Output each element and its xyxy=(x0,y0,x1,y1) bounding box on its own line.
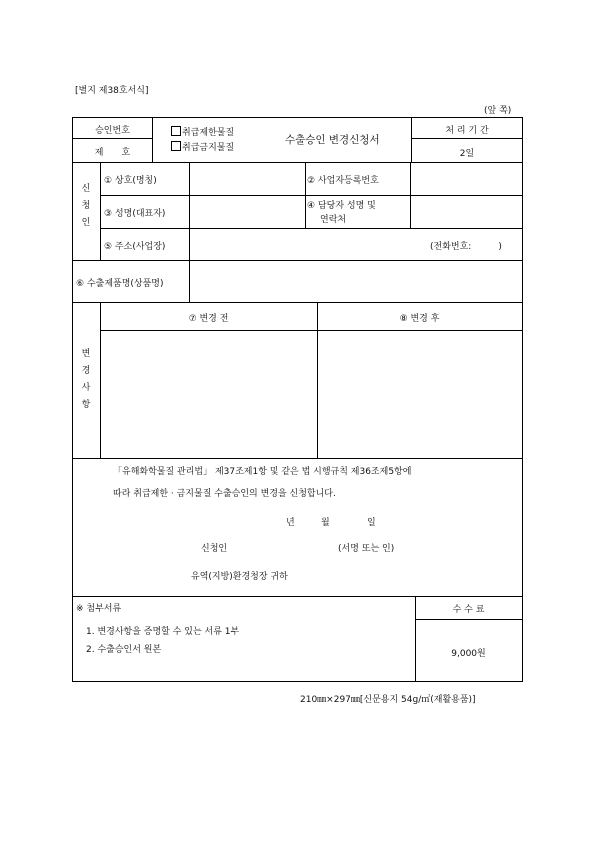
processing-period-label: 처 리 기 간 xyxy=(445,126,489,136)
after-change-field[interactable] xyxy=(319,332,521,457)
applicant-name-field[interactable] xyxy=(233,536,333,554)
address-field[interactable] xyxy=(191,230,431,259)
fee-label: 수 수 료 xyxy=(452,605,485,615)
rule xyxy=(100,228,522,229)
representative-name-field[interactable] xyxy=(191,197,304,227)
paper-spec-footer: 210㎜×297㎜[신문용지 54g/㎡(재활용품)] xyxy=(300,695,476,705)
date-year-label: 년 xyxy=(286,518,295,528)
rule xyxy=(305,162,306,228)
application-form xyxy=(72,117,523,682)
rule xyxy=(100,195,522,196)
declaration-line-2: 따라 취급제한 · 금지물질 수출승인의 변경을 신청합니다. xyxy=(113,489,336,499)
rule xyxy=(73,162,522,163)
rule xyxy=(189,260,190,302)
rule xyxy=(73,260,522,261)
attachment-item: 2. 수출승인서 원본 xyxy=(86,645,162,655)
rule xyxy=(317,302,318,458)
declaration-line-1: 「유해화학물질 관리법」 제37조제1항 및 같은 법 시행규칙 제36조제5항에 xyxy=(113,467,412,477)
processing-period-value: 2일 xyxy=(459,149,475,159)
rule xyxy=(73,596,522,597)
form-title: 수출승인 변경신청서 xyxy=(285,134,380,146)
section-char: 인 xyxy=(81,218,91,228)
date-month-label: 월 xyxy=(321,518,330,528)
rule xyxy=(189,162,190,228)
changes-section-label xyxy=(79,346,93,414)
rule xyxy=(100,330,522,331)
contact-person-field[interactable] xyxy=(412,197,520,227)
section-char: 경 xyxy=(81,366,91,376)
business-number-label: ② 사업자등록번호 xyxy=(307,176,379,186)
representative-name-label: ③ 성명(대표자) xyxy=(104,209,166,219)
section-char: 신 xyxy=(81,184,91,194)
recipient-label: 유역(지방)환경청장 귀하 xyxy=(191,572,288,582)
option-banned-substance[interactable] xyxy=(171,140,234,153)
date-day-label: 일 xyxy=(367,518,376,528)
business-number-field[interactable] xyxy=(412,164,520,194)
applicant-section-label xyxy=(79,181,93,232)
rule xyxy=(100,302,101,458)
rule xyxy=(73,302,522,303)
address-label: ⑤ 주소(사업장) xyxy=(104,242,166,252)
section-char: 청 xyxy=(81,201,91,211)
approval-number-label: 승인번호 xyxy=(95,126,130,136)
contact-person-label-line2: 연락처 xyxy=(320,215,347,225)
rule xyxy=(415,619,522,620)
page-side-label: (앞 쪽) xyxy=(484,106,512,116)
section-char: 변 xyxy=(81,349,91,359)
number-label: 제 호 xyxy=(94,148,131,158)
signature-or-seal-label: (서명 또는 인) xyxy=(338,544,395,554)
rule xyxy=(411,138,523,139)
before-change-field[interactable] xyxy=(102,332,316,457)
checkbox[interactable] xyxy=(171,141,181,151)
after-change-label: ⑧ 변경 후 xyxy=(399,314,440,324)
fee-amount: 9,000원 xyxy=(451,649,486,659)
trade-name-field[interactable] xyxy=(191,164,304,194)
trade-name-label: ① 상호(명칭) xyxy=(104,176,157,186)
rule xyxy=(100,162,101,260)
attachments-title: ※ 첨부서류 xyxy=(76,604,122,614)
attachment-item: 1. 변경사항을 증명할 수 있는 서류 1부 xyxy=(86,627,240,637)
contact-person-label: ④ 담당자 성명 및 xyxy=(307,201,376,211)
rule xyxy=(410,162,411,228)
checkbox[interactable] xyxy=(171,126,181,136)
phone-label: (전화번호: ) xyxy=(430,242,502,252)
export-product-label: ⑥ 수출제품명(상품명) xyxy=(76,279,164,289)
rule xyxy=(73,458,522,459)
section-char: 항 xyxy=(81,400,91,410)
rule xyxy=(189,228,190,260)
rule xyxy=(73,138,152,139)
option-restricted-substance[interactable] xyxy=(171,125,234,138)
form-number-label: [별지 제38호서식] xyxy=(75,86,149,96)
rule xyxy=(152,118,153,162)
export-product-field[interactable] xyxy=(191,262,521,301)
option-label: 취급제한물질 xyxy=(182,128,235,138)
before-change-label: ⑦ 변경 전 xyxy=(188,314,229,324)
section-char: 사 xyxy=(81,383,91,393)
option-label: 취급금지물질 xyxy=(182,143,235,153)
applicant-signature-label: 신청인 xyxy=(201,544,228,554)
